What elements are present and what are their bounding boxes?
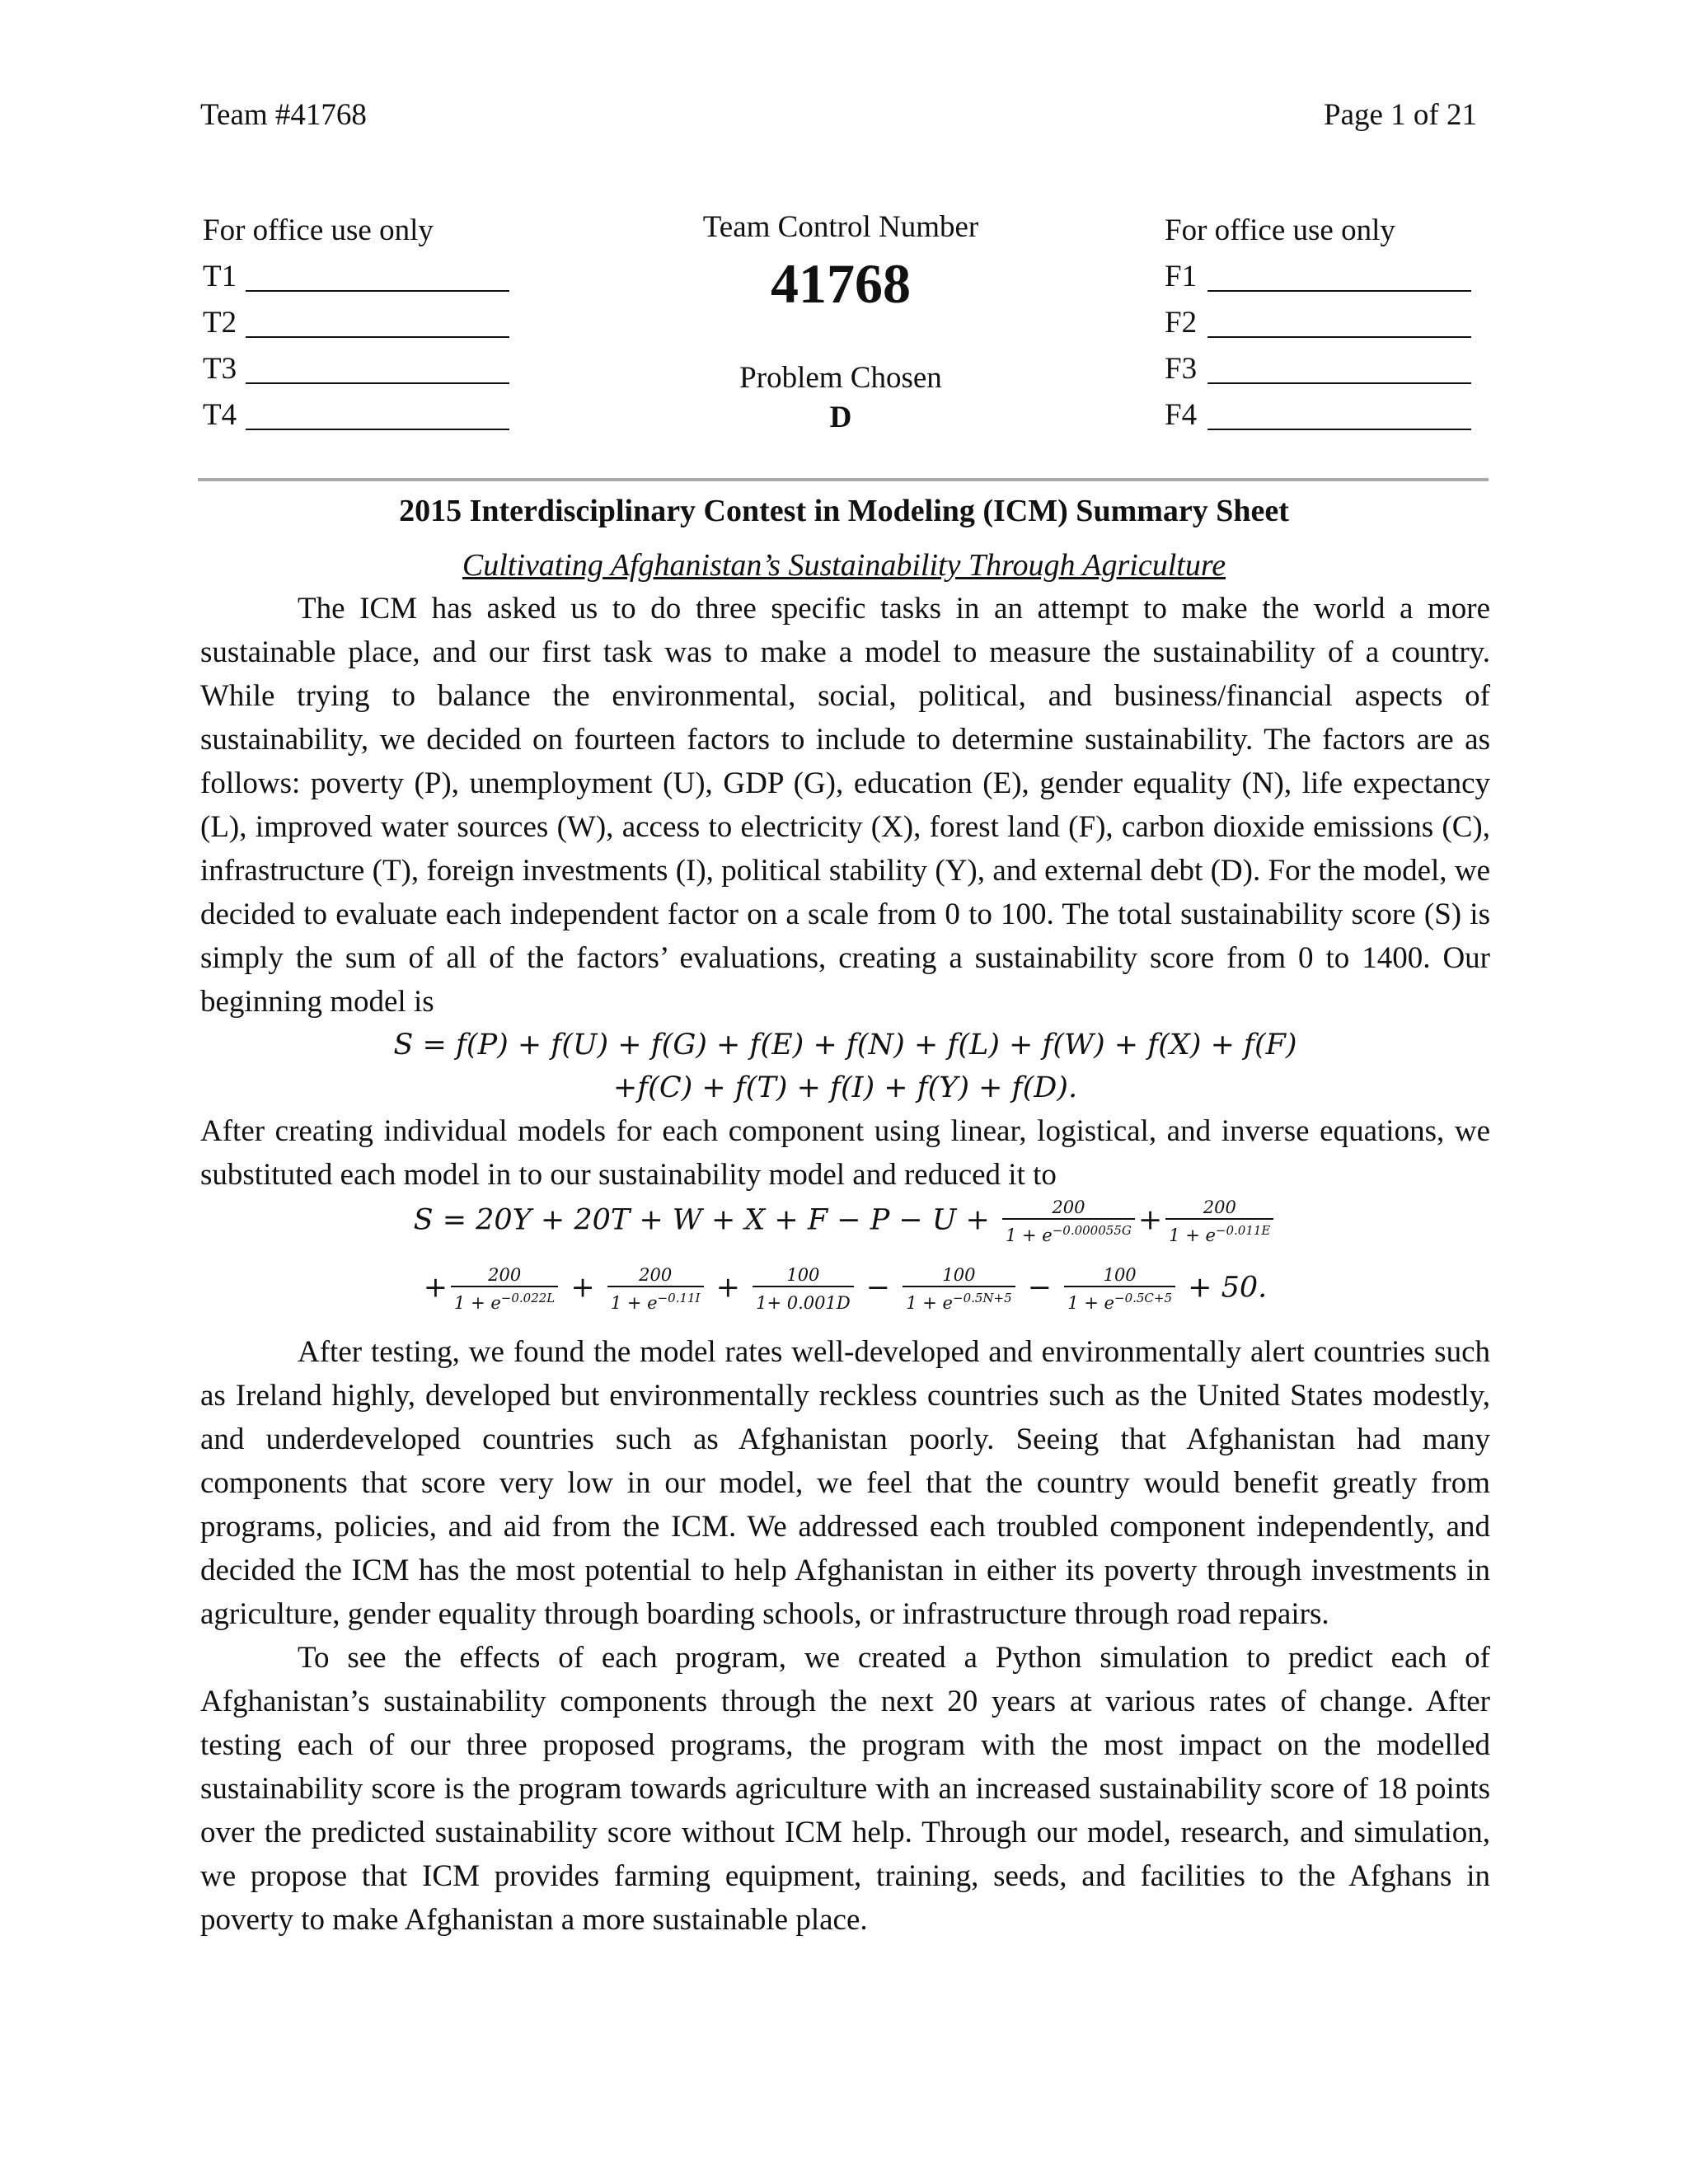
office-use-left — [203, 208, 516, 438]
office-use-right — [1165, 208, 1478, 438]
paper-title: Cultivating Afghanistan’s Sustainability Through Agriculture — [462, 548, 1226, 583]
equation-model-line-2: +f(C) + f(T) + f(I) + f(Y) + f(D). — [612, 1071, 1078, 1104]
equation-model-line-1: S = f(P) + f(U) + f(G) + f(E) + f(N) + f(L) + f(W) + f(X) + f(F) — [393, 1029, 1297, 1062]
office-field-f2: F2 — [1165, 300, 1478, 346]
office-field-t3: T3 — [203, 346, 516, 392]
problem-chosen-label: Problem Chosen — [739, 361, 942, 395]
fraction-term: $\frac{200}{1 + e^{-0.11I}}$ — [607, 1264, 704, 1314]
paragraph-1: The ICM has asked us to do three specific tasks in an attempt to make the world a more sustainable place, and our first task was to make a model to measure the sustainability of a country. While trying to balance the environmental, social, political, and business/financial aspects of sustainability, we decided on fourteen factors to include to determine sustainability. The factors are as follows: poverty (P), unemployment (U), GDP (G), education (E), gender equality (N), life expectancy (L), improved water sources (W), access to electricity (X), forest land (F), carbon dioxide emissions (C), infrastructure (T), foreign investments (I), political stability (Y), and external debt (D). For the model, we decided to evaluate each independent factor on a scale from 0 to 100. The total sustainability score (S) is simply the sum of all of the factors’ evaluations, creating a sustainability score from 0 to 1400. Our beginning model is — [200, 592, 1490, 1019]
office-use-label: For office use only — [203, 213, 434, 247]
team-control-label: Team Control Number — [702, 210, 979, 244]
page-number-header: Page 1 of 21 — [1324, 98, 1477, 132]
summary-sheet-title: 2015 Interdisciplinary Contest in Modeling (ICM) Summary Sheet — [399, 494, 1289, 528]
fraction-term: $\frac{100}{1+ 0.001D}$ — [753, 1264, 854, 1314]
equation-reduced: S = 20Y + 20T + W + X + F − P − U + $\frac{200}{1 + e^{-0.000055G}}$ + $\frac{200}{1 + e^{-0.011E}}$ + $\frac{200}{1 + e^{-0.022L}}$ + $\frac{200}{1 + e^{-0.11I}}$ + $\frac{100}{1+ 0.001D}$ − $\frac{100}{1 + e^{-0.5N+5}}$ − $\frac{100}{1 + e^{-0.5C+5}}$ + 50. — [200, 1197, 1490, 1330]
equation-reduced-suffix: + 50. — [1188, 1271, 1268, 1305]
office-field-f1: F1 — [1165, 254, 1478, 300]
paragraph-2: After creating individual models for each component using linear, logistical, and inverse equations, we substituted each model in to our sustainability model and reduced it to — [200, 1114, 1490, 1192]
office-field-t4: T4 — [203, 392, 516, 438]
team-number-header: Team #41768 — [200, 98, 367, 132]
header-divider — [198, 478, 1489, 481]
fraction-term: $\frac{100}{1 + e^{-0.5N+5}}$ — [903, 1264, 1015, 1314]
fraction-term: $\frac{200}{1 + e^{-0.000055G}}$ — [1002, 1197, 1135, 1246]
office-use-label: For office use only — [1165, 213, 1395, 247]
office-field-f3: F3 — [1165, 346, 1478, 392]
summary-body — [200, 587, 1490, 1942]
team-control-block — [676, 204, 1006, 437]
paragraph-4: To see the effects of each program, we created a Python simulation to predict each of Afghanistan’s sustainability components through the next 20 years at various rates of change. After testing each of our three proposed programs, the program with the most impact on the modelled sustainability score is the program towards agriculture with an increased sustainability score of 18 points over the predicted sustainability score without ICM help. Through our model, research, and simulation, we propose that ICM provides farming equipment, training, seeds, and facilities to the Afghans in poverty to make Afghanistan a more sustainable place. — [200, 1641, 1490, 1937]
problem-chosen-value: D — [829, 401, 852, 434]
team-control-number: 41768 — [771, 252, 911, 315]
fraction-term: $\frac{100}{1 + e^{-0.5C+5}}$ — [1064, 1264, 1175, 1314]
fraction-term: $\frac{200}{1 + e^{-0.011E}}$ — [1165, 1197, 1273, 1246]
office-field-f4: F4 — [1165, 392, 1478, 438]
paragraph-3: After testing, we found the model rates well-developed and environmentally alert countries such as Ireland highly, developed but environmentally reckless countries such as the United States modestly, and underdeveloped countries such as Afghanistan poorly. Seeing that Afghanistan had many components that score very low in our model, we feel that the country would benefit greatly from programs, policies, and aid from the ICM. We addressed each troubled component independently, and decided the ICM has the most potential to help Afghanistan in either its poverty through investments in agriculture, gender equality through boarding schools, or infrastructure through road repairs. — [200, 1335, 1490, 1631]
equation-reduced-prefix: S = 20Y + 20T + W + X + F − P − U + — [413, 1203, 990, 1237]
office-field-t1: T1 — [203, 254, 516, 300]
fraction-term: $\frac{200}{1 + e^{-0.022L}}$ — [451, 1264, 558, 1314]
office-field-t2: T2 — [203, 300, 516, 346]
